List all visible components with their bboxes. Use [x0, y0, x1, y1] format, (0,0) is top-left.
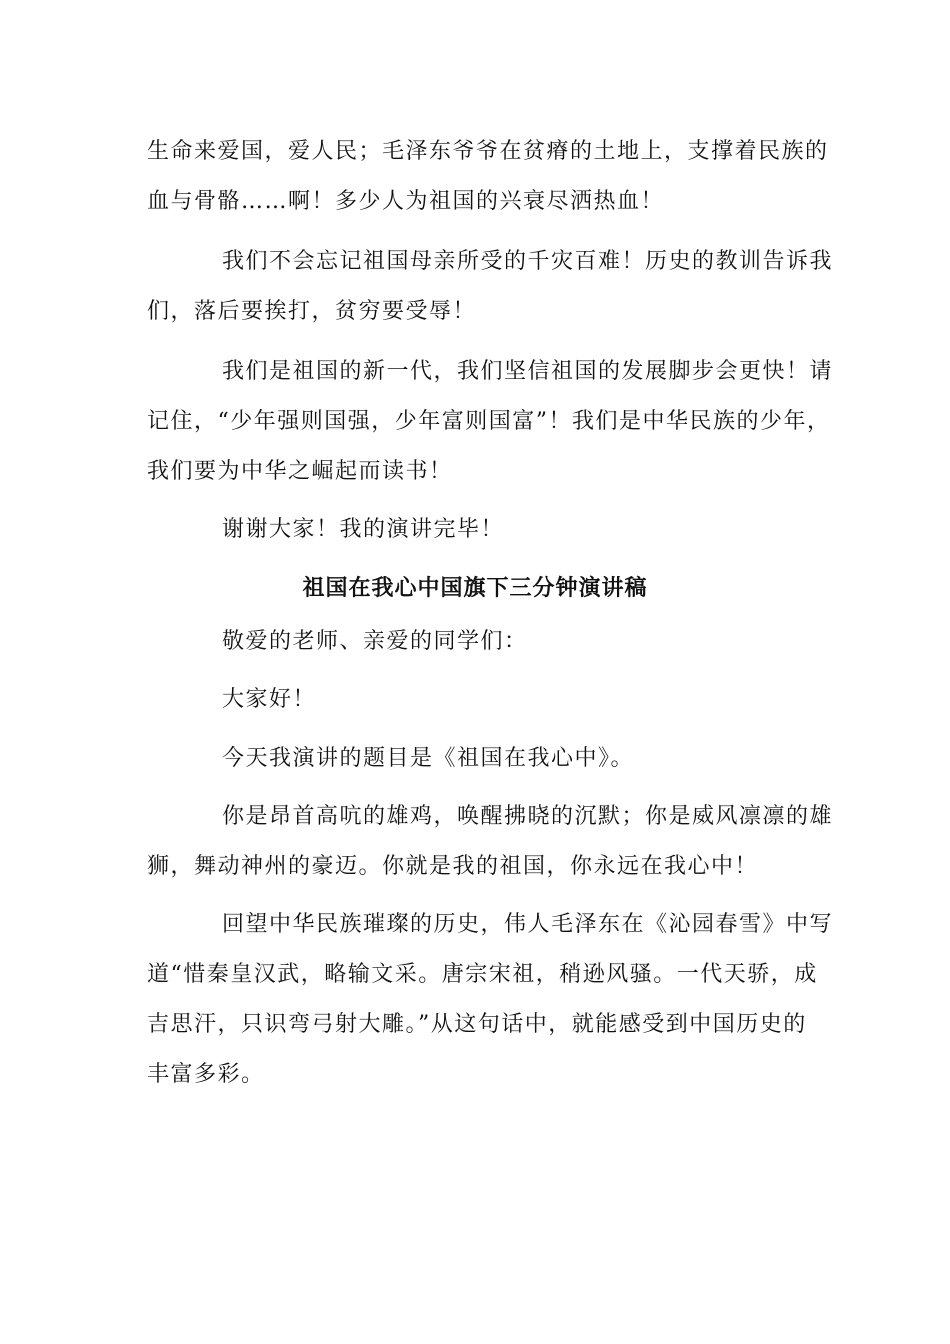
speech-topic: 今天我演讲的题目是《祖国在我心中》。: [222, 746, 635, 771]
section-title: 祖国在我心中国旗下三分钟演讲稿: [302, 576, 648, 601]
paragraph-6-line-1: 回望中华民族璀璨的历史，伟人毛泽东在《沁园春雪》中写: [222, 912, 834, 937]
paragraph-1-line-2: 血与骨骼……啊！多少人为祖国的兴衰尽洒热血！: [147, 189, 665, 214]
salutation: 敬爱的老师、亲爱的同学们：: [222, 629, 528, 654]
paragraph-5-line-2: 狮，舞动神州的豪迈。你就是我的祖国，你永远在我心中！: [147, 854, 759, 879]
paragraph-3-line-2: 记住，“少年强则国强，少年富则国富”！我们是中华民族的少年，: [147, 409, 831, 434]
paragraph-1-line-1: 生命来爱国，爱人民；毛泽东爷爷在贫瘠的土地上，支撑着民族的: [147, 139, 829, 164]
paragraph-6-line-4: 丰富多彩。: [147, 1062, 265, 1087]
paragraph-6-line-2: 道“惜秦皇汉武，略输文采。唐宗宋祖，稍逊风骚。一代天骄，成: [147, 962, 818, 987]
paragraph-2-line-1: 我们不会忘记祖国母亲所受的千灾百难！历史的教训告诉我: [222, 249, 834, 274]
paragraph-4-line-1: 谢谢大家！我的演讲完毕！: [222, 517, 505, 542]
paragraph-3-line-1: 我们是祖国的新一代，我们坚信祖国的发展脚步会更快！请: [222, 359, 834, 384]
paragraph-3-line-3: 我们要为中华之崛起而读书！: [147, 459, 453, 484]
paragraph-6-line-3: 吉思汗，只识弯弓射大雕。”从这句话中，就能感受到中国历史的: [147, 1012, 807, 1037]
greeting: 大家好！: [222, 687, 317, 712]
paragraph-2-line-2: 们，落后要挨打，贫穷要受辱！: [147, 299, 477, 324]
paragraph-5-line-1: 你是昂首高吭的雄鸡，唤醒拂晓的沉默；你是威风凛凛的雄: [222, 804, 834, 829]
